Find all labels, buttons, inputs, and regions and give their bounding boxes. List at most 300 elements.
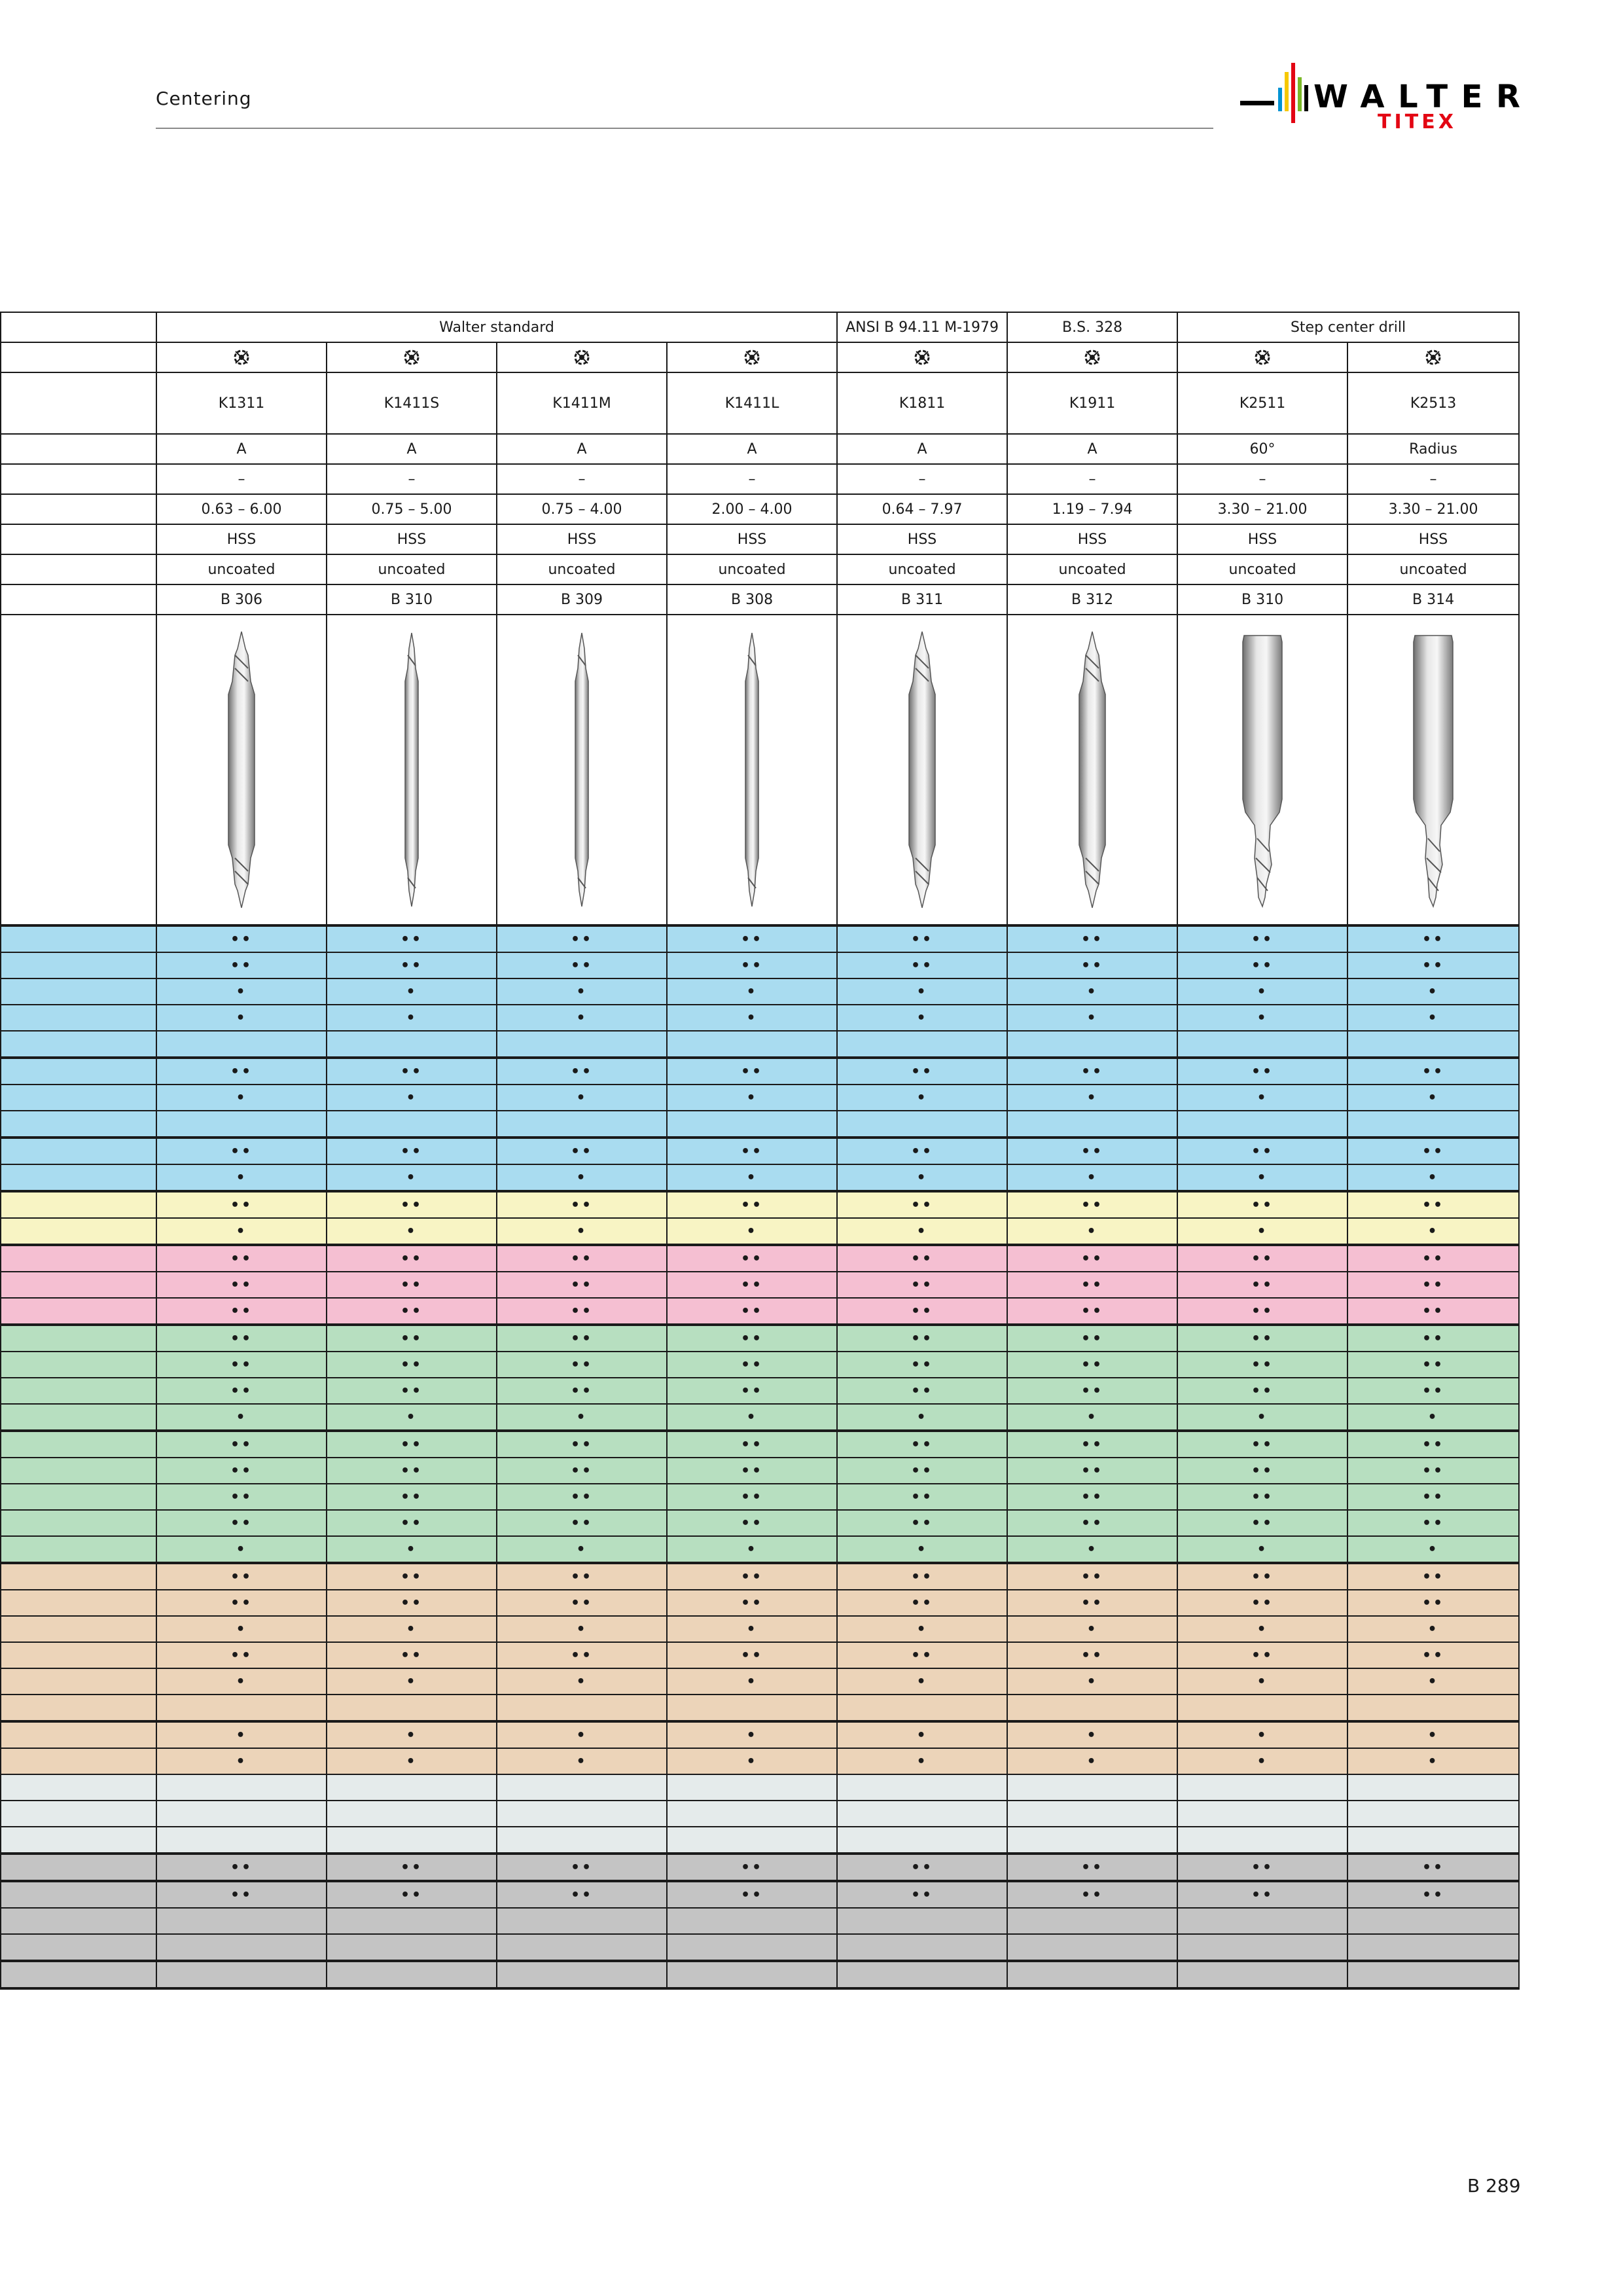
suitability-mark: • [327,1748,497,1774]
page-reference[interactable]: B 311 [837,584,1007,615]
suitability-mark [497,1934,667,1961]
suitability-mark: •• [156,1298,327,1325]
material-row-n [1,1536,1519,1563]
suitability-mark: • [1007,1404,1177,1431]
suitability-mark [1347,1111,1519,1138]
suitability-mark: •• [1347,1854,1519,1881]
suitability-mark [327,1827,497,1854]
suitability-mark: • [327,1668,497,1695]
suitability-mark: •• [327,1325,497,1352]
row-label-cell [1,1642,156,1668]
suitability-mark: •• [1007,1510,1177,1536]
suitability-mark: •• [156,1352,327,1378]
material-row-m [1,1191,1519,1218]
suitability-mark: •• [667,1510,837,1536]
suitability-mark: •• [1007,1642,1177,1668]
material-row-p [1,1005,1519,1031]
material-row-p [1,978,1519,1005]
suitability-mark: •• [837,1458,1007,1484]
suitability-mark: •• [156,1484,327,1510]
suitability-mark: • [837,1748,1007,1774]
row-label-cell [1,1378,156,1404]
group-header: B.S. 328 [1007,312,1177,342]
suitability-mark [497,1695,667,1721]
material-row-h [1,1774,1519,1801]
row-label-cell [1,1695,156,1721]
suitability-mark: • [667,1218,837,1245]
suitability-mark [156,1111,327,1138]
suitability-mark: • [1007,1668,1177,1695]
suitability-mark [667,1695,837,1721]
suitability-mark: • [1347,1616,1519,1642]
material-row-o [1,1961,1519,1988]
suitability-mark: •• [497,1272,667,1298]
suitability-mark: •• [327,1191,497,1218]
suitability-mark: • [1007,978,1177,1005]
suitability-mark: • [667,1616,837,1642]
suitability-mark: • [1347,1085,1519,1111]
tool-material: HSS [1007,524,1177,554]
material-row-s [1,1668,1519,1695]
suitability-mark: •• [1177,1642,1347,1668]
tool-material: HSS [497,524,667,554]
suitability-mark: • [1347,1748,1519,1774]
center-form: A [497,434,667,464]
suitability-mark [327,1801,497,1827]
suitability-mark: •• [1347,1272,1519,1298]
row-label-cell [1,1801,156,1827]
suitability-mark: •• [1177,1881,1347,1908]
suitability-mark: •• [327,1642,497,1668]
suitability-mark: •• [1347,1563,1519,1590]
suitability-mark: •• [327,1590,497,1616]
product-code: K1911 [1007,372,1177,434]
center-form: A [837,434,1007,464]
suitability-mark: • [156,1218,327,1245]
diameter-range: 3.30 – 21.00 [1347,494,1519,524]
suitability-mark: •• [667,1245,837,1272]
material-row-n [1,1510,1519,1536]
suitability-mark: • [1007,1005,1177,1031]
suitability-mark: • [1177,1085,1347,1111]
suitability-mark: • [1007,1164,1177,1191]
material-row-s [1,1695,1519,1721]
suitability-mark: • [156,1404,327,1431]
row-label-cell [1,1058,156,1085]
product-code: K1311 [156,372,327,434]
suitability-mark: •• [1177,1484,1347,1510]
suitability-mark: • [327,978,497,1005]
row-label-cell [1,434,156,464]
suitability-mark [1007,1695,1177,1721]
suitability-mark: • [497,1668,667,1695]
suitability-mark [1007,1908,1177,1934]
suitability-mark: •• [1177,1458,1347,1484]
page-reference[interactable]: B 310 [1177,584,1347,615]
suitability-mark: •• [1007,1298,1177,1325]
suitability-mark: • [837,1616,1007,1642]
spec-dash: – [327,464,497,494]
suitability-mark: •• [1007,1458,1177,1484]
suitability-mark: •• [156,1458,327,1484]
suitability-mark: •• [327,1298,497,1325]
material-row-k [1,1298,1519,1325]
suitability-mark: •• [837,1325,1007,1352]
suitability-mark [156,1908,327,1934]
suitability-mark [1177,1801,1347,1827]
suitability-mark: • [327,1218,497,1245]
material-row-p [1,1164,1519,1191]
suitability-mark: •• [1347,1298,1519,1325]
material-row-n [1,1458,1519,1484]
suitability-mark: • [1347,1404,1519,1431]
suitability-mark [667,1908,837,1934]
suitability-mark: •• [327,952,497,978]
suitability-mark [1177,1111,1347,1138]
suitability-mark: •• [1177,1378,1347,1404]
drill-image [497,615,667,925]
row-label-cell [1,1431,156,1458]
diameter-range: 0.75 – 5.00 [327,494,497,524]
tool-type-icon [233,349,250,366]
suitability-mark [497,1031,667,1058]
suitability-mark: •• [837,1058,1007,1085]
suitability-mark [1347,1801,1519,1827]
row-label-cell [1,372,156,434]
row-label-cell [1,1298,156,1325]
suitability-mark: • [837,1218,1007,1245]
tool-type-icon [1254,349,1271,366]
suitability-mark: •• [667,1484,837,1510]
diameter-range-row [1,494,1519,524]
suitability-mark: •• [1007,1431,1177,1458]
suitability-mark: •• [1177,1352,1347,1378]
suitability-mark [1347,1695,1519,1721]
tool-material: HSS [837,524,1007,554]
tool-type-icon [403,349,420,366]
coating: uncoated [1347,554,1519,584]
product-code: K2511 [1177,372,1347,434]
page-reference[interactable]: B 310 [327,584,497,615]
walter-titex-logo [1240,58,1522,136]
suitability-mark: • [327,1005,497,1031]
suitability-mark: •• [497,952,667,978]
suitability-mark: •• [1347,1138,1519,1164]
suitability-mark: •• [837,1245,1007,1272]
diameter-range: 3.30 – 21.00 [1177,494,1347,524]
product-code: K1411S [327,372,497,434]
suitability-mark: •• [1347,1590,1519,1616]
suitability-mark: •• [327,1563,497,1590]
suitability-mark: •• [1177,1431,1347,1458]
suitability-mark: • [667,1404,837,1431]
suitability-mark: •• [667,1854,837,1881]
row-label-cell [1,1111,156,1138]
suitability-mark: • [327,1536,497,1563]
suitability-mark: • [497,1085,667,1111]
suitability-mark: •• [497,925,667,952]
material-row-m [1,1218,1519,1245]
suitability-mark [327,1934,497,1961]
suitability-mark: •• [497,1138,667,1164]
suitability-mark: •• [837,1378,1007,1404]
suitability-mark [837,1774,1007,1801]
suitability-mark: •• [327,1378,497,1404]
suitability-mark: • [1347,978,1519,1005]
suitability-mark [837,1934,1007,1961]
suitability-mark: • [1347,1005,1519,1031]
suitability-mark: •• [1177,1590,1347,1616]
suitability-mark: •• [667,1138,837,1164]
row-label-cell [1,978,156,1005]
suitability-mark [1177,1031,1347,1058]
suitability-mark: • [1347,1536,1519,1563]
tool-material-row [1,524,1519,554]
suitability-mark [1347,1961,1519,1988]
suitability-mark: • [667,1721,837,1748]
suitability-mark: •• [156,1058,327,1085]
suitability-mark [497,1961,667,1988]
header-divider [156,128,1213,129]
suitability-mark [156,1827,327,1854]
suitability-mark [1177,1827,1347,1854]
page-reference[interactable]: B 314 [1347,584,1519,615]
suitability-mark: • [1007,1218,1177,1245]
suitability-mark: •• [156,1325,327,1352]
logo-wordmark: WALTER [1313,79,1520,115]
suitability-mark: •• [327,1272,497,1298]
suitability-mark: • [1007,1536,1177,1563]
suitability-mark: •• [1177,1272,1347,1298]
suitability-mark [327,1908,497,1934]
suitability-mark [1347,1774,1519,1801]
suitability-mark: •• [1347,1642,1519,1668]
suitability-mark: •• [497,1458,667,1484]
suitability-mark: • [1177,1404,1347,1431]
drill-image [837,615,1007,925]
center-form-row [1,434,1519,464]
suitability-mark [1347,1934,1519,1961]
center-form: A [1007,434,1177,464]
suitability-mark [667,1031,837,1058]
suitability-mark [1007,1031,1177,1058]
suitability-mark: • [667,1668,837,1695]
suitability-mark: •• [1007,1138,1177,1164]
suitability-mark: •• [327,1484,497,1510]
row-label-cell [1,1218,156,1245]
suitability-mark: • [497,1218,667,1245]
row-label-cell [1,1721,156,1748]
suitability-mark: • [667,1085,837,1111]
suitability-mark: •• [667,1191,837,1218]
suitability-mark: •• [1007,1272,1177,1298]
suitability-mark: •• [667,1881,837,1908]
coating-row [1,554,1519,584]
suitability-mark: •• [837,952,1007,978]
row-label-cell [1,1484,156,1510]
suitability-mark: •• [837,1510,1007,1536]
row-label-cell [1,1908,156,1934]
suitability-mark: •• [667,1378,837,1404]
tool-material: HSS [156,524,327,554]
suitability-mark: • [1347,1218,1519,1245]
suitability-mark [1347,1908,1519,1934]
suitability-mark: • [1007,1721,1177,1748]
row-label-cell [1,464,156,494]
group-header: ANSI B 94.11 M-1979 [837,312,1007,342]
suitability-mark: •• [667,1058,837,1085]
suitability-mark: •• [1347,1378,1519,1404]
suitability-mark: •• [1177,1138,1347,1164]
material-row-s [1,1721,1519,1748]
logo-subtitle: TITEX [1378,111,1454,134]
spec-dash-row [1,464,1519,494]
suitability-mark [1347,1031,1519,1058]
product-code: K1411L [667,372,837,434]
coating: uncoated [1177,554,1347,584]
tool-type-icon [914,349,931,366]
page-reference[interactable]: B 312 [1007,584,1177,615]
product-code: K1811 [837,372,1007,434]
suitability-mark: •• [156,925,327,952]
row-label-cell [1,1961,156,1988]
suitability-mark: • [156,1668,327,1695]
suitability-mark [837,1111,1007,1138]
suitability-mark: •• [1347,952,1519,978]
suitability-mark: • [1177,1721,1347,1748]
suitability-mark: •• [1347,1191,1519,1218]
row-label-cell [1,1191,156,1218]
material-row-o [1,1934,1519,1961]
suitability-mark: • [1347,1721,1519,1748]
row-label-cell [1,1164,156,1191]
material-row-o [1,1908,1519,1934]
suitability-mark: •• [497,1191,667,1218]
material-row-p [1,952,1519,978]
suitability-mark: •• [1007,1058,1177,1085]
row-label-cell [1,494,156,524]
suitability-mark: • [667,1536,837,1563]
suitability-mark: •• [1347,1881,1519,1908]
suitability-mark: •• [1177,925,1347,952]
suitability-mark: •• [327,1058,497,1085]
page-reference[interactable]: B 308 [667,584,837,615]
material-row-n [1,1325,1519,1352]
tool-type-icon [573,349,590,366]
tool-type-icon [1425,349,1442,366]
suitability-mark [156,1774,327,1801]
row-label-cell [1,1272,156,1298]
row-label-cell [1,342,156,372]
suitability-mark [156,1961,327,1988]
suitability-mark [327,1961,497,1988]
suitability-mark [327,1695,497,1721]
suitability-mark: •• [837,1563,1007,1590]
row-label-cell [1,1616,156,1642]
suitability-mark [1177,1908,1347,1934]
material-row-o [1,1881,1519,1908]
material-row-s [1,1590,1519,1616]
suitability-mark: •• [1177,1191,1347,1218]
material-row-s [1,1748,1519,1774]
product-code: K2513 [1347,372,1519,434]
spec-dash: – [497,464,667,494]
suitability-mark: • [837,1721,1007,1748]
suitability-mark: •• [497,1642,667,1668]
suitability-mark [497,1774,667,1801]
suitability-mark: • [667,1748,837,1774]
material-row-k [1,1272,1519,1298]
suitability-mark: • [497,1164,667,1191]
drill-image [156,615,327,925]
page-reference[interactable]: B 306 [156,584,327,615]
suitability-mark: •• [1007,1881,1177,1908]
suitability-mark: •• [1007,1854,1177,1881]
suitability-mark: •• [156,1138,327,1164]
suitability-mark: •• [497,1484,667,1510]
suitability-mark: •• [837,1352,1007,1378]
drill-image [667,615,837,925]
suitability-mark [156,1031,327,1058]
icon-row [1,342,1519,372]
suitability-mark: •• [1177,1563,1347,1590]
material-row-p [1,925,1519,952]
product-image-row [1,615,1519,925]
suitability-mark: •• [1347,1484,1519,1510]
suitability-mark: •• [1177,1854,1347,1881]
coating: uncoated [667,554,837,584]
suitability-mark: •• [497,1298,667,1325]
suitability-mark: •• [837,1431,1007,1458]
row-label-cell [1,1245,156,1272]
suitability-mark: • [156,1085,327,1111]
suitability-mark [1007,1934,1177,1961]
row-label-cell [1,1031,156,1058]
suitability-mark [497,1827,667,1854]
suitability-mark: • [837,1005,1007,1031]
suitability-mark: • [497,1748,667,1774]
suitability-mark: •• [667,1352,837,1378]
group-header: Walter standard [156,312,837,342]
material-row-p [1,1111,1519,1138]
suitability-mark [1347,1827,1519,1854]
suitability-mark: •• [837,1854,1007,1881]
suitability-mark: •• [1347,1325,1519,1352]
page-reference[interactable]: B 309 [497,584,667,615]
spec-dash: – [1347,464,1519,494]
center-form: 60° [1177,434,1347,464]
suitability-mark: •• [667,1458,837,1484]
material-row-h [1,1827,1519,1854]
diameter-range: 2.00 – 4.00 [667,494,837,524]
drill-image [327,615,497,925]
suitability-mark: •• [327,1458,497,1484]
product-code: K1411M [497,372,667,434]
suitability-mark [667,1934,837,1961]
row-label-cell [1,1934,156,1961]
row-label-cell [1,1748,156,1774]
material-row-s [1,1563,1519,1590]
suitability-mark: •• [667,1642,837,1668]
suitability-mark [837,1695,1007,1721]
suitability-mark: •• [667,1298,837,1325]
suitability-mark: • [667,978,837,1005]
suitability-mark: •• [837,1191,1007,1218]
suitability-mark [1007,1801,1177,1827]
suitability-mark [1177,1961,1347,1988]
material-row-n [1,1484,1519,1510]
row-label-cell [1,1827,156,1854]
